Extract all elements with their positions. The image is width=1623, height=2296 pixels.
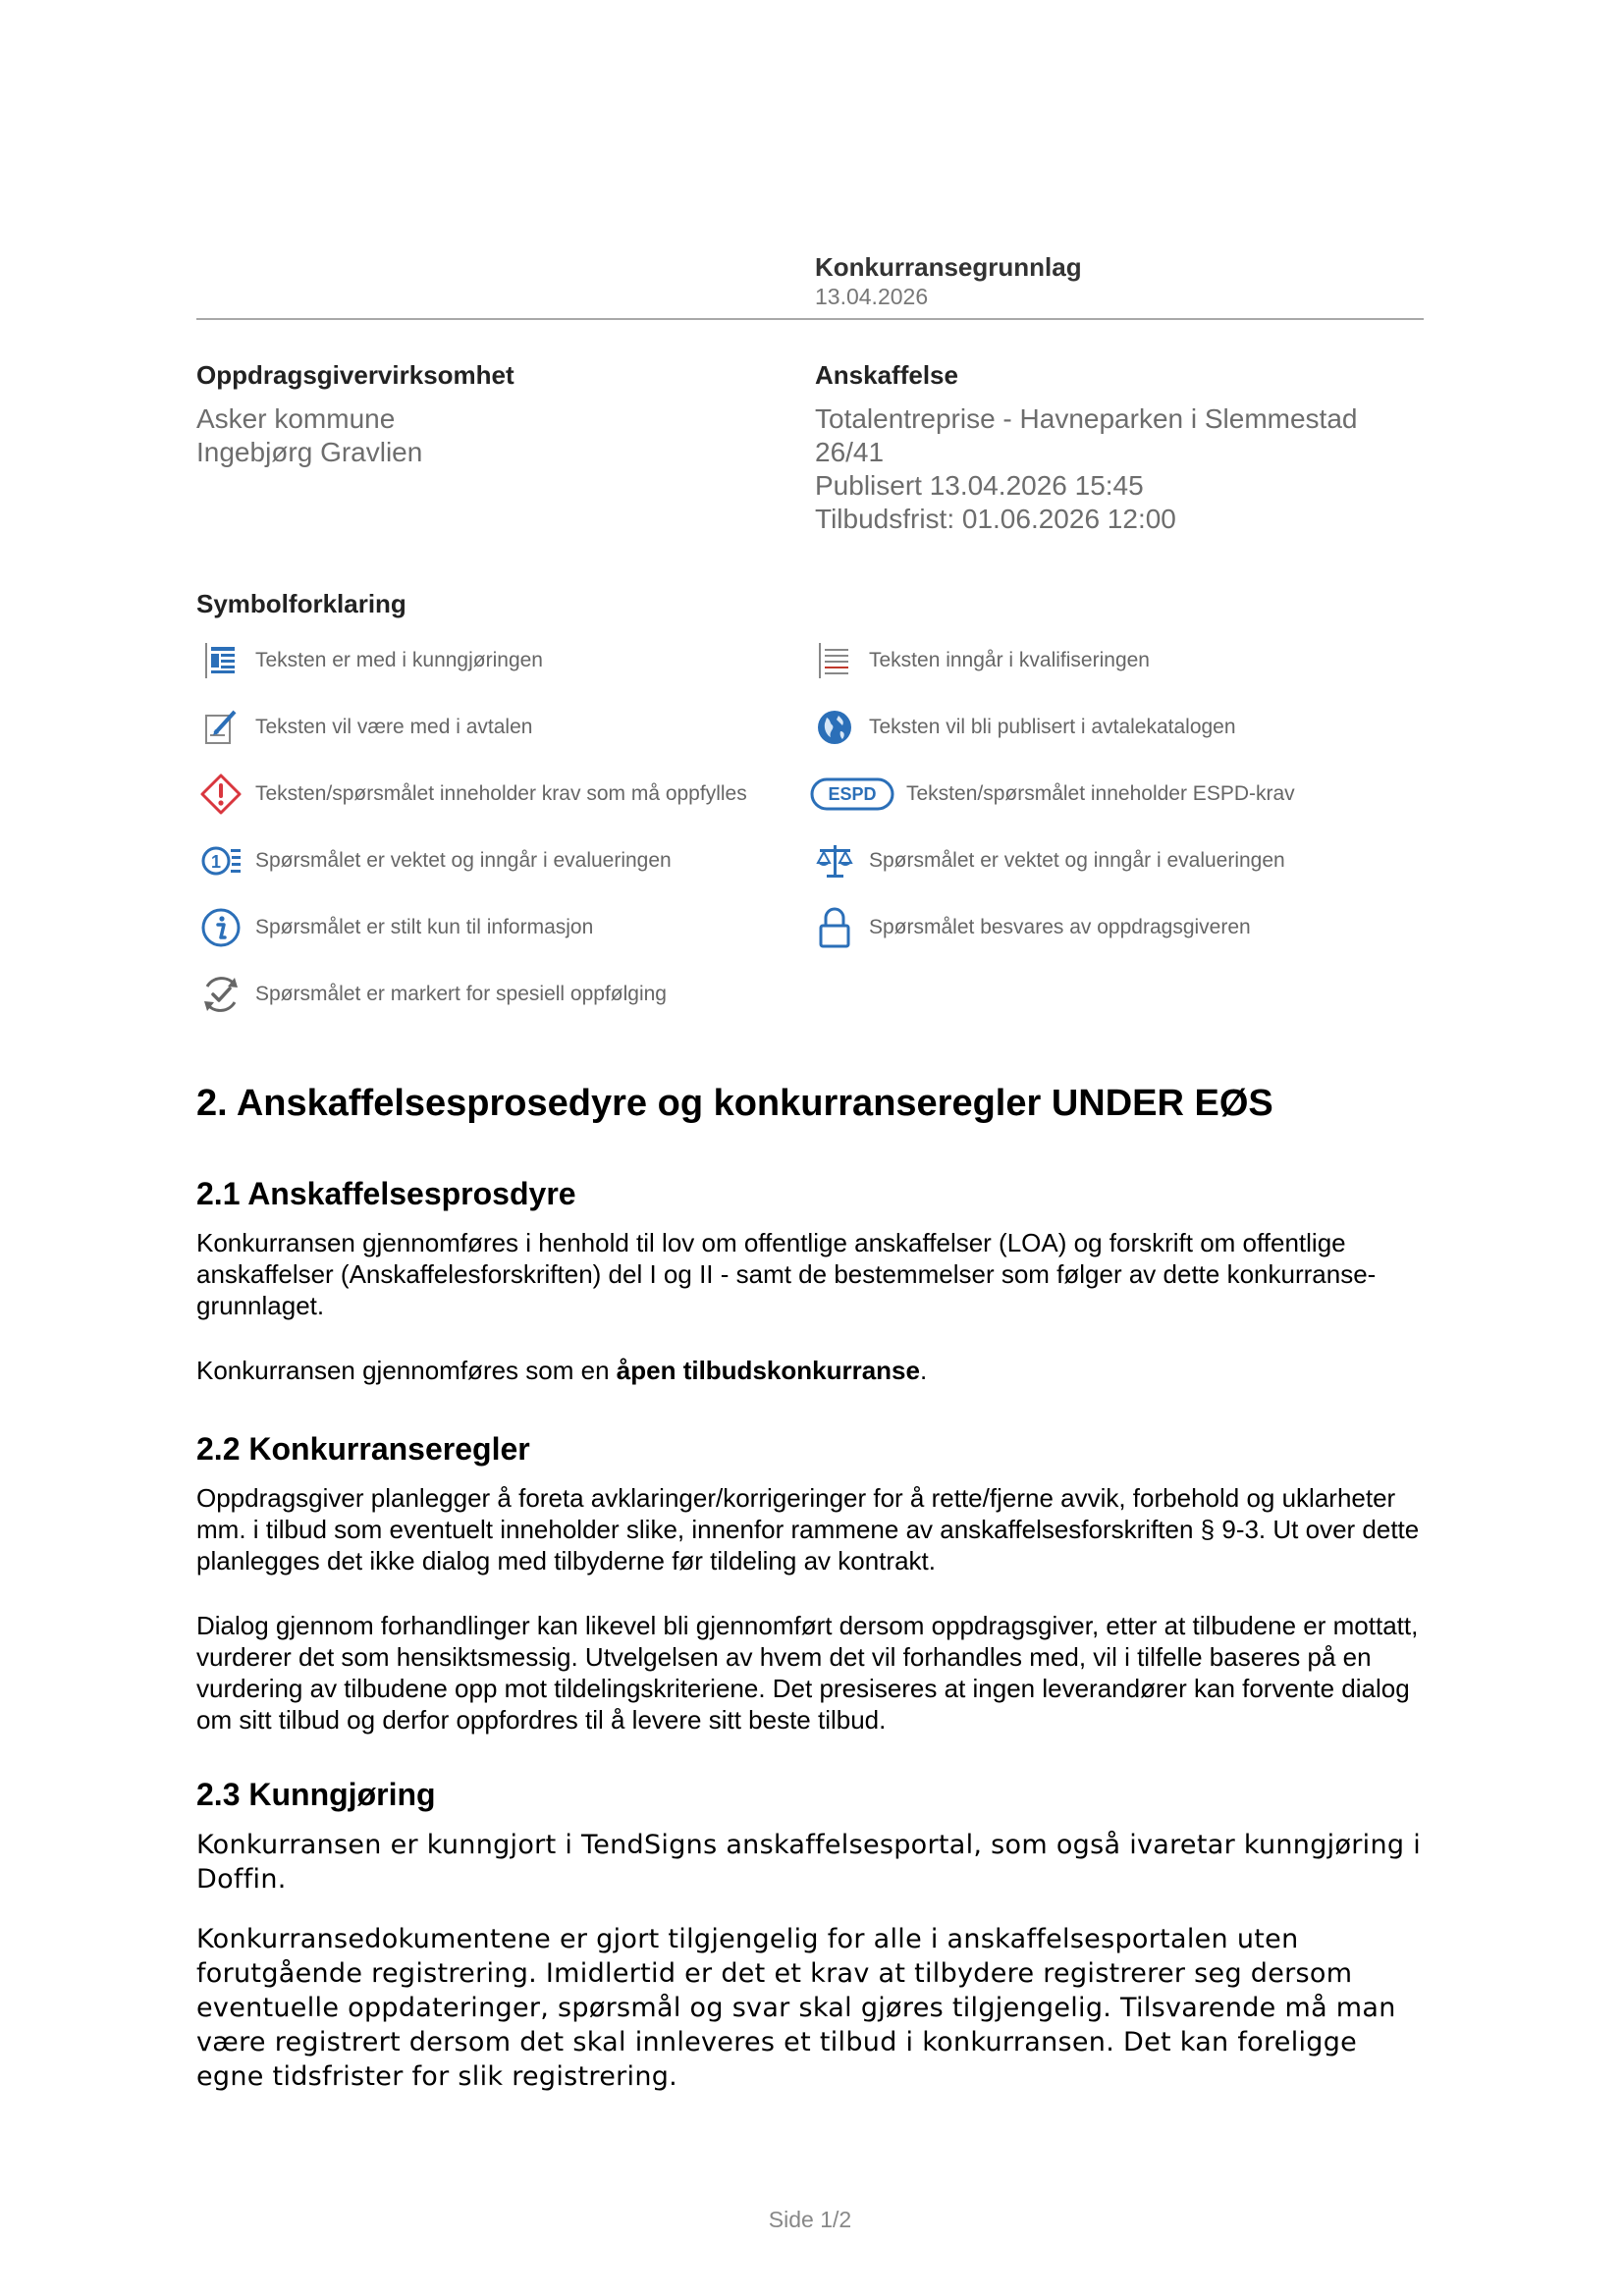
paragraph: Konkurransen gjennomføres i henhold til lov om offentlige anskaffelser (LOA) og forskrift om offentlige anskaffelser (Anskaffelesforskriften) del I og II - samt de bestemmelser som følger av dette konkurranse-grunnlaget.: [196, 1228, 1377, 1320]
svg-text:ESPD: ESPD: [828, 784, 877, 804]
legend-item: [196, 770, 747, 819]
legend-item: [810, 703, 1236, 752]
legend-item: [196, 970, 667, 1019]
procurement-heading: Anskaffelse: [815, 360, 958, 390]
weighted-list-icon: [196, 836, 245, 885]
page-number: Side 1/2: [768, 2207, 852, 2232]
subsection-title-2-1: 2.1 Anskaffelsesprosdyre: [196, 1176, 576, 1211]
paragraph: Konkurransen gjennomføres som en åpen tilbudskonkurranse.: [196, 1356, 928, 1385]
paragraph: Oppdragsgiver planlegger å foreta avklaringer/korrigeringer for å rette/fjerne avvik, forbehold og uklarheter mm. i tilbud som eventuelt inneholder slike, innenfor rammene av anskaffelsesforskriften § 9-3. Ut over dette planlegges det ikke dialog med tilbyderne før tildeling av kontrakt.: [196, 1483, 1420, 1575]
legend-item: [196, 636, 543, 685]
section-title: 2. Anskaffelsesprosedyre og konkurranseregler UNDER EØS: [196, 1083, 1273, 1124]
paragraph: Dialog gjennom forhandlinger kan likevel bli gjennomført dersom oppdragsgiver, etter at tilbudene er mottatt, vurderer det som hensiktsmessig. Utvelgelsen av hvem det vil forhandles med, vil i tilfelle baseres på en vurdering av tilbudene opp mot tildelingskriteriene. Det presiseres at ingen leverandører kan forvente dialog om sitt tilbud og derfor oppfordres til å levere sitt beste tilbud.: [196, 1611, 1419, 1735]
legend-item-text: Spørsmålet er stilt kun til informasjon: [255, 916, 594, 938]
procurement-deadline: Tilbudsfrist: 01.06.2026 12:00: [815, 504, 1176, 534]
warning-diamond-icon: [196, 770, 245, 819]
subsection-title-2-3: 2.3 Kunngjøring: [196, 1777, 436, 1812]
legend-item-text: Teksten inngår i kvalifiseringen: [869, 649, 1150, 671]
legend-item-text: Spørsmålet besvares av oppdragsgiveren: [869, 916, 1251, 938]
legend-item: [196, 703, 532, 752]
document-date: 13.04.2026: [815, 284, 929, 309]
lock-icon: [810, 903, 859, 952]
client-heading: Oppdragsgivervirksomhet: [196, 360, 514, 390]
legend-item: [196, 903, 593, 952]
client-block: [196, 357, 805, 469]
procurement-published: Publisert 13.04.2026 15:45: [815, 470, 1144, 501]
legend-item: [810, 770, 1295, 819]
followup-check-icon: [196, 970, 245, 1019]
procurement-block: [815, 357, 1424, 536]
procurement-title: Totalentreprise - Havneparken i Slemmestad: [815, 403, 1358, 434]
legend-item-text: Teksten/spørsmålet inneholder krav som må oppfylles: [255, 782, 747, 805]
legend-item-text: Teksten vil bli publisert i avtalekatalogen: [869, 716, 1236, 738]
qualification-list-icon: [810, 636, 859, 685]
svg-text:1: 1: [210, 852, 222, 872]
legend-item-text: Spørsmålet er vektet og inngår i evalueringen: [255, 849, 672, 872]
legend-item-text: Teksten er med i kunngjøringen: [255, 649, 543, 671]
document-type: Konkurransegrunnlag: [815, 252, 1082, 282]
legend-item: [196, 836, 672, 885]
legend-item-text: Spørsmålet er markert for spesiell oppfølging: [255, 983, 667, 1005]
procurement-reference: 26/41: [815, 437, 885, 467]
document-header: [815, 251, 1424, 310]
legend-item-text: Teksten vil være med i avtalen: [255, 716, 533, 738]
paragraph: Konkurransen er kunngjort i TendSigns anskaffelsesportal, som også ivaretar kunngjøring i Doffin.: [196, 1830, 1421, 1895]
globe-icon: [810, 703, 859, 752]
scales-icon: [810, 836, 859, 885]
announcement-icon: [196, 636, 245, 685]
legend-item: [810, 903, 1251, 952]
info-icon: [196, 903, 245, 952]
espd-badge-icon: [810, 770, 898, 819]
client-contact: Ingebjørg Gravlien: [196, 437, 423, 467]
paragraph: Konkurransedokumentene er gjort tilgjengelig for alle i anskaffelsesportalen uten forutgående registrering. Imidlertid er det et krav at tilbydere registrerer seg dersom eventuelle oppdateringer, spørsmål og svar skal gjøres tilgjengelig. Tilsvarende må man være registrert dersom det skal innleveres et tilbud i konkurransen. Det kan foreligge egne tidsfrister for slik registrering.: [196, 1924, 1396, 2092]
legend-item-text: Teksten/spørsmålet inneholder ESPD-krav: [906, 782, 1295, 805]
header-divider: [196, 318, 1424, 320]
contract-edit-icon: [196, 703, 245, 752]
legend-title: Symbolforklaring: [196, 589, 406, 618]
legend-item: [810, 836, 1285, 885]
legend-item: [810, 636, 1150, 685]
subsection-title-2-2: 2.2 Konkurranseregler: [196, 1431, 530, 1467]
client-name: Asker kommune: [196, 403, 396, 434]
procedure-type: åpen tilbudskonkurranse: [616, 1356, 920, 1385]
legend-item-text: Spørsmålet er vektet og inngår i evalueringen: [869, 849, 1285, 872]
